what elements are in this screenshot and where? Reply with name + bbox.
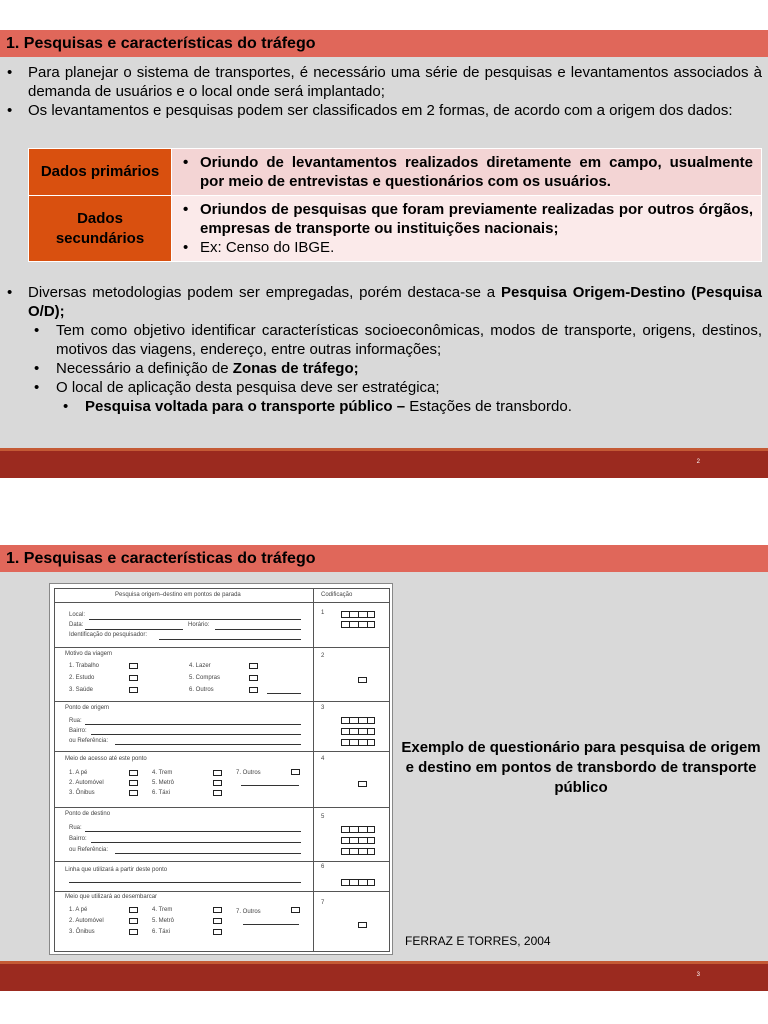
checkbox xyxy=(129,929,138,935)
reference-label: ou Referência: xyxy=(69,738,109,744)
street-line xyxy=(85,724,301,725)
sub-sub-bullet-item xyxy=(6,397,762,416)
option-label: 2. Estudo xyxy=(69,675,95,681)
local-label: Local: xyxy=(69,612,86,618)
bullet-text: Estações de transbordo. xyxy=(409,398,572,415)
page-number: 3 xyxy=(696,972,700,978)
code-boxes xyxy=(341,848,375,855)
slide-footer xyxy=(0,448,768,478)
destination-label: Ponto de destino xyxy=(65,811,111,817)
coding-header: Codificação xyxy=(321,592,353,598)
time-line xyxy=(215,629,301,630)
source-credit: FERRAZ E TORRES, 2004 xyxy=(405,934,551,948)
code-boxes xyxy=(341,728,375,735)
sub-bullet-item: • Tem como objetivo identificar características socioeconômicas, modos de transporte, origens, destinos, motivos das viagens, endereço, entre outras informações; xyxy=(6,321,762,359)
checkbox xyxy=(213,790,222,796)
primary-data-text: • Oriundo de levantamentos realizados diretamente em campo, usualmente por meio de entrevistas e questionários com os usuários. xyxy=(180,153,753,191)
access-mode-label: Meio de acesso até este ponto xyxy=(65,756,147,762)
option-label: 6. Outros xyxy=(189,687,214,693)
item-number: 3 xyxy=(321,705,325,711)
code-boxes xyxy=(341,879,375,886)
local-line xyxy=(89,619,301,620)
figure-caption: Exemplo de questionário para pesquisa de origem e destino em pontos de transbordo de transporte público xyxy=(401,739,761,796)
slide-title: 1. Pesquisas e características do tráfego xyxy=(0,545,768,572)
code-boxes xyxy=(341,611,375,618)
option-label: 5. Metrô xyxy=(152,780,175,786)
questionnaire-form xyxy=(54,588,390,952)
reference-label: ou Referência: xyxy=(69,847,109,853)
item-number: 6 xyxy=(321,864,325,870)
bullet-item: • Os levantamentos e pesquisas podem ser classificados em 2 formas, de acordo com a origem dos dados: xyxy=(6,101,762,120)
checkbox xyxy=(129,663,138,669)
slide-footer xyxy=(0,961,768,991)
option-label: 2. Automóvel xyxy=(69,918,104,924)
bus-line-label: Linha que utilizará a partir deste ponto xyxy=(65,867,168,873)
secondary-data-cell xyxy=(172,196,762,262)
code-boxes xyxy=(341,717,375,724)
code-boxes xyxy=(341,621,375,628)
option-label: 4. Trem xyxy=(152,907,173,913)
checkbox xyxy=(213,780,222,786)
district-line xyxy=(91,734,301,735)
option-label: 1. A pé xyxy=(69,770,88,776)
option-label: 6. Táxi xyxy=(152,929,170,935)
item-number: 7 xyxy=(321,900,325,906)
other-line xyxy=(241,785,299,786)
code-box xyxy=(358,677,367,683)
district-label: Bairro: xyxy=(69,728,87,734)
row-divider xyxy=(55,807,389,808)
option-label: 3. Saúde xyxy=(69,687,94,693)
checkbox xyxy=(129,790,138,796)
street-label: Rua: xyxy=(69,718,82,724)
data-types-table xyxy=(28,148,762,262)
page-number: 2 xyxy=(696,459,700,465)
bus-line-line xyxy=(69,882,301,883)
option-label: 1. Trabalho xyxy=(69,663,100,669)
checkbox xyxy=(213,929,222,935)
date-label: Data: xyxy=(69,622,84,628)
option-label: 5. Metrô xyxy=(152,918,175,924)
checkbox xyxy=(249,663,258,669)
secondary-data-label: Dados secundários xyxy=(29,196,172,262)
row-divider xyxy=(55,701,389,702)
secondary-data-text: • Oriundos de pesquisas que foram previamente realizadas por outros órgãos, empresas de transporte ou instituições nacionais; xyxy=(180,200,753,238)
checkbox xyxy=(129,918,138,924)
option-label: 3. Ônibus xyxy=(69,929,95,935)
egress-mode-label: Meio que utilizará ao desembarcar xyxy=(65,894,158,900)
option-label: 7. Outros xyxy=(236,909,261,915)
primary-data-cell xyxy=(172,149,762,196)
item-number: 1 xyxy=(321,610,325,616)
code-boxes xyxy=(341,837,375,844)
bullet-bold-text: Pesquisa Origem-Destino (Pesquisa O/D); xyxy=(28,284,762,320)
district-label: Bairro: xyxy=(69,836,87,842)
district-line xyxy=(91,842,301,843)
checkbox xyxy=(129,675,138,681)
checkbox xyxy=(129,687,138,693)
column-divider xyxy=(313,589,314,951)
row-divider xyxy=(55,602,389,603)
trip-purpose-label: Motivo da viagem xyxy=(65,651,113,657)
checkbox xyxy=(291,769,300,775)
row-divider xyxy=(55,647,389,648)
slide-title: 1. Pesquisas e características do tráfego xyxy=(0,30,768,57)
checkbox xyxy=(129,907,138,913)
other-line xyxy=(243,924,299,925)
other-line xyxy=(267,693,301,694)
sub-bullet-item xyxy=(6,359,762,378)
option-label: 3. Ônibus xyxy=(69,790,95,796)
code-box xyxy=(358,922,367,928)
street-label: Rua: xyxy=(69,825,82,831)
checkbox xyxy=(213,770,222,776)
researcher-line xyxy=(159,639,301,640)
checkbox xyxy=(129,770,138,776)
row-divider xyxy=(55,891,389,892)
bullet-bold-text: Pesquisa voltada para o transporte público – xyxy=(85,398,410,415)
questionnaire-image xyxy=(49,583,393,955)
code-box xyxy=(358,781,367,787)
sub-bullet-item: • O local de aplicação desta pesquisa deve ser estratégica; xyxy=(6,378,762,397)
methodology-bullets xyxy=(6,283,762,416)
option-label: 7. Outros xyxy=(236,770,261,776)
reference-line xyxy=(115,853,301,854)
reference-line xyxy=(115,744,301,745)
checkbox xyxy=(213,918,222,924)
item-number: 4 xyxy=(321,756,325,762)
checkbox xyxy=(129,780,138,786)
bullet-text: Diversas metodologias podem ser empregadas, porém destaca-se a xyxy=(28,284,502,301)
researcher-label: Identificação do pesquisador: xyxy=(69,632,148,638)
table-row xyxy=(29,149,762,196)
checkbox xyxy=(291,907,300,913)
date-line xyxy=(85,629,183,630)
code-boxes xyxy=(341,739,375,746)
item-number: 5 xyxy=(321,814,325,820)
code-boxes xyxy=(341,826,375,833)
checkbox xyxy=(249,675,258,681)
option-label: 6. Táxi xyxy=(152,790,170,796)
option-label: 2. Automóvel xyxy=(69,780,104,786)
primary-data-label: Dados primários xyxy=(29,149,172,196)
option-label: 4. Lazer xyxy=(189,663,211,669)
option-label: 1. A pé xyxy=(69,907,88,913)
table-row xyxy=(29,196,762,262)
bullet-item xyxy=(6,283,762,321)
bullet-bold-text: Zonas de tráfego; xyxy=(232,360,359,377)
checkbox xyxy=(213,907,222,913)
form-title: Pesquisa origem–destino em pontos de parada xyxy=(115,592,241,598)
bullet-item: • Para planejar o sistema de transportes, é necessário uma série de pesquisas e levantamentos associados à demanda de usuários e o local onde será implantado; xyxy=(6,63,762,101)
bullet-text: Necessário a definição de xyxy=(56,360,233,377)
option-label: 5. Compras xyxy=(189,675,221,681)
time-label: Horário: xyxy=(188,622,210,628)
slide-3 xyxy=(0,545,768,991)
row-divider xyxy=(55,861,389,862)
item-number: 2 xyxy=(321,653,325,659)
origin-label: Ponto de origem xyxy=(65,705,110,711)
slide-2 xyxy=(0,30,768,478)
secondary-data-example: • Ex: Censo do IBGE. xyxy=(180,238,753,257)
street-line xyxy=(85,831,301,832)
checkbox xyxy=(249,687,258,693)
intro-bullets xyxy=(6,63,762,120)
option-label: 4. Trem xyxy=(152,770,173,776)
row-divider xyxy=(55,751,389,752)
